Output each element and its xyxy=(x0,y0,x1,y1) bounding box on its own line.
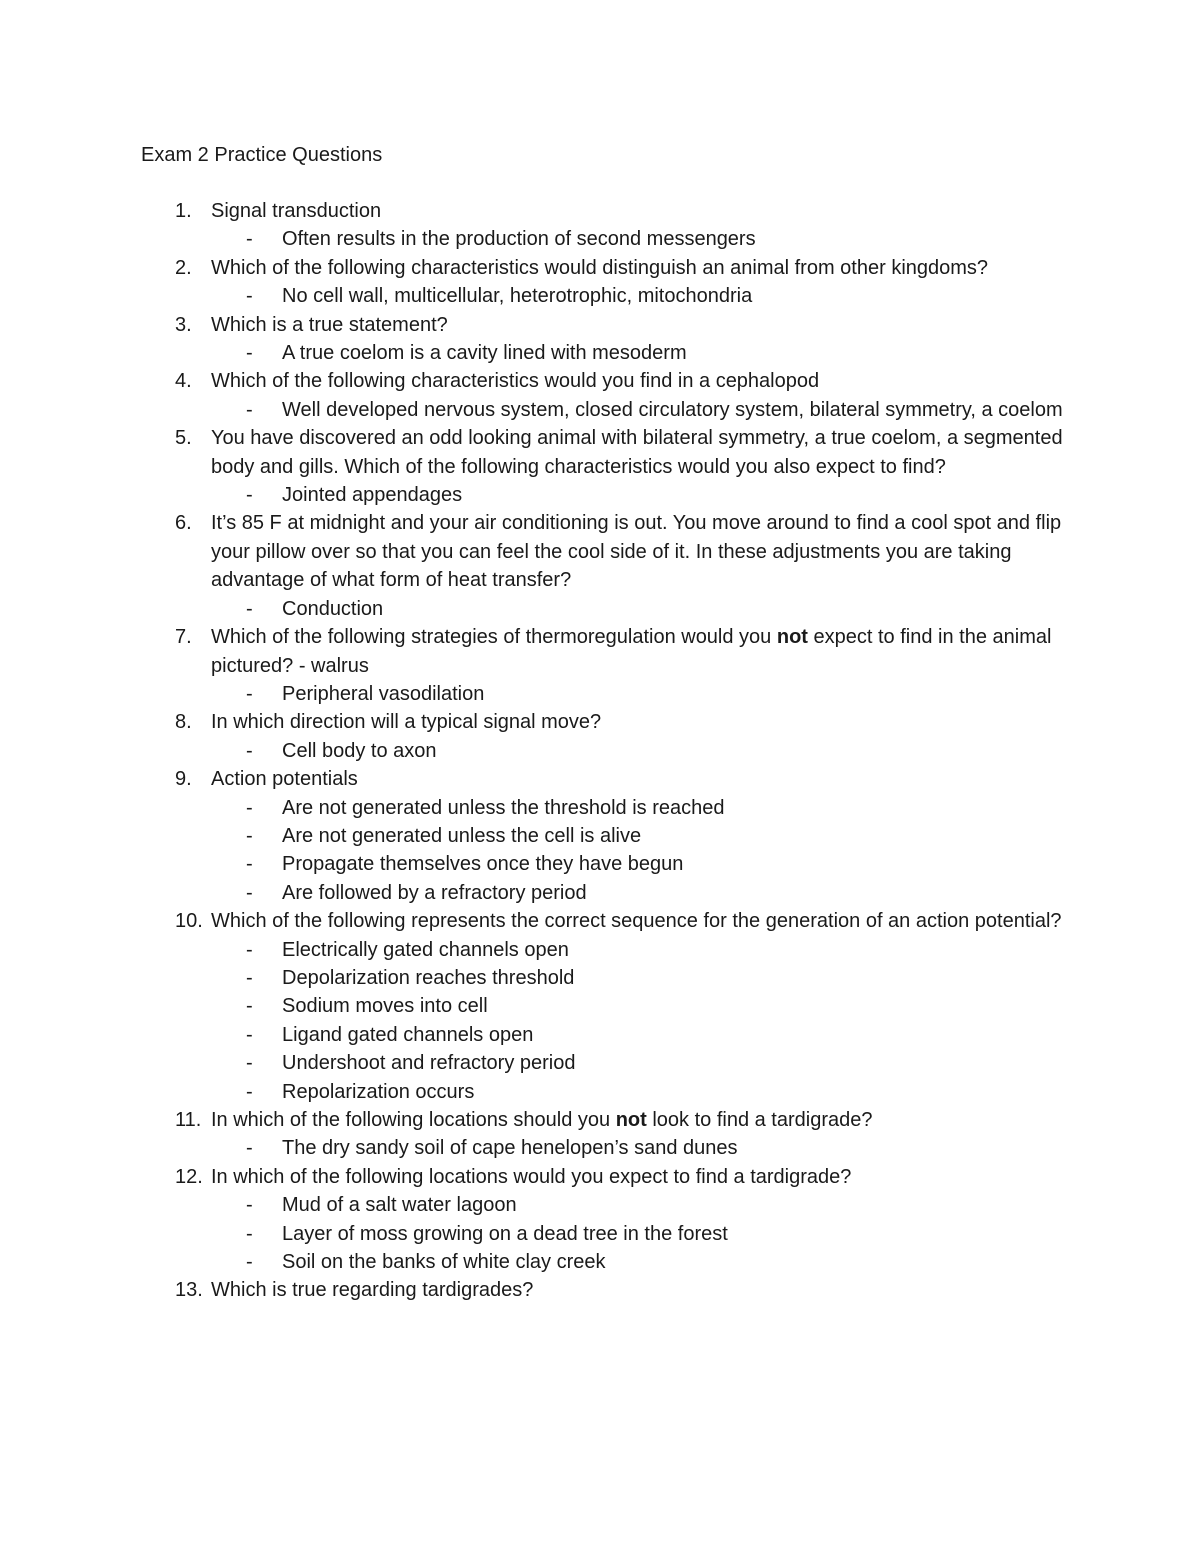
answer-text: Peripheral vasodilation xyxy=(282,682,485,705)
question-text xyxy=(211,708,1071,736)
question-text-part: Which of the following characteristics would distinguish an animal from other kingdoms? xyxy=(211,256,989,279)
dash-bullet: - xyxy=(246,853,253,876)
question-number: 8. xyxy=(175,711,192,734)
answer-item xyxy=(141,1134,1071,1162)
answer-text: Soil on the banks of white clay creek xyxy=(282,1251,606,1274)
question-text-part: You have discovered an odd looking animal with bilateral symmetry, a true coelom, a segmented body and gills. Which of the following characteristics would you also expect to find? xyxy=(211,427,1063,478)
question-text xyxy=(211,765,1071,793)
dash-bullet: - xyxy=(246,1137,253,1160)
question-number: 4. xyxy=(175,370,192,393)
question-item xyxy=(141,197,1071,225)
answer-text: Are not generated unless the cell is alive xyxy=(282,824,642,847)
answer-text: Mud of a salt water lagoon xyxy=(282,1194,517,1217)
question-number: 10. xyxy=(175,910,203,933)
question-text-part: Action potentials xyxy=(211,768,358,791)
question-text xyxy=(211,367,1071,395)
question-text-part: Which is true regarding tardigrades? xyxy=(211,1279,534,1302)
question-item xyxy=(141,623,1071,680)
question-text xyxy=(211,907,1071,935)
answer-item xyxy=(141,396,1071,424)
answer-item xyxy=(141,481,1071,509)
answer-text: Electrically gated channels open xyxy=(282,938,569,961)
answer-text: Depolarization reaches threshold xyxy=(282,966,575,989)
dash-bullet: - xyxy=(246,881,253,904)
answer-item xyxy=(141,879,1071,907)
question-text-part: It’s 85 F at midnight and your air conditioning is out. You move around to find a cool spot and flip your pillow over so that you can feel the cool side of it. In these adjustments you are taking advantage of what form of heat transfer? xyxy=(211,512,1062,592)
question-list xyxy=(141,197,1071,1305)
question-item xyxy=(141,765,1071,793)
question-item xyxy=(141,424,1071,481)
answer-item xyxy=(141,680,1071,708)
dash-bullet: - xyxy=(246,228,253,251)
answer-text: A true coelom is a cavity lined with mesoderm xyxy=(282,342,687,365)
question-text xyxy=(211,509,1071,594)
answer-item xyxy=(141,1078,1071,1106)
question-text-part: In which of the following locations would you expect to find a tardigrade? xyxy=(211,1165,852,1188)
dash-bullet: - xyxy=(246,1222,253,1245)
question-text xyxy=(211,1106,1071,1134)
answer-text: Cell body to axon xyxy=(282,739,437,762)
answer-text: Often results in the production of second messengers xyxy=(282,228,756,251)
question-text-part: look to find a tardigrade? xyxy=(646,1109,873,1131)
question-number: 11. xyxy=(175,1109,202,1131)
dash-bullet: - xyxy=(246,1194,253,1217)
question-text-part: expect to find in the animal pictured? - walrus xyxy=(211,626,1052,677)
answer-text: Jointed appendages xyxy=(282,484,463,507)
dash-bullet: - xyxy=(246,1080,253,1103)
question-number: 13. xyxy=(175,1279,203,1302)
answer-item xyxy=(141,1248,1071,1276)
answer-item xyxy=(141,225,1071,253)
question-text xyxy=(211,254,1071,282)
answer-text: Ligand gated channels open xyxy=(282,1023,534,1046)
question-text xyxy=(211,623,1071,680)
dash-bullet: - xyxy=(246,398,253,421)
dash-bullet: - xyxy=(246,966,253,989)
question-item xyxy=(141,1276,1071,1304)
dash-bullet: - xyxy=(246,739,253,762)
answer-item xyxy=(141,992,1071,1020)
emphasis-text: not xyxy=(776,626,808,649)
answer-item xyxy=(141,794,1071,822)
question-number: 7. xyxy=(175,626,192,649)
answer-item xyxy=(141,1191,1071,1219)
page-title: Exam 2 Practice Questions xyxy=(141,144,383,166)
answer-item xyxy=(141,964,1071,992)
question-item xyxy=(141,311,1071,339)
question-text xyxy=(211,1276,1071,1304)
question-item xyxy=(141,1106,1071,1134)
answer-item xyxy=(141,1220,1071,1248)
question-item xyxy=(141,1163,1071,1191)
answer-item xyxy=(141,339,1071,367)
question-number: 9. xyxy=(175,768,192,791)
question-text xyxy=(211,424,1071,481)
answer-text: Repolarization occurs xyxy=(282,1080,475,1103)
question-text-part: In which of the following locations should you xyxy=(211,1109,616,1131)
answer-text: Layer of moss growing on a dead tree in the forest xyxy=(282,1222,728,1245)
question-item xyxy=(141,907,1071,935)
answer-text: Well developed nervous system, closed circulatory system, bilateral symmetry, a coelom xyxy=(282,398,1063,421)
question-number: 5. xyxy=(175,427,192,450)
answer-item xyxy=(141,595,1071,623)
answer-item xyxy=(141,936,1071,964)
question-text-part: Which is a true statement? xyxy=(211,313,448,336)
question-text xyxy=(211,1163,1071,1191)
dash-bullet: - xyxy=(246,995,253,1018)
dash-bullet: - xyxy=(246,285,253,308)
question-item xyxy=(141,254,1071,282)
question-item xyxy=(141,708,1071,736)
answer-text: The dry sandy soil of cape henelopen’s sand dunes xyxy=(282,1137,738,1160)
dash-bullet: - xyxy=(246,824,253,847)
answer-text: Undershoot and refractory period xyxy=(282,1052,576,1075)
question-text-part: Which of the following strategies of thermoregulation would you xyxy=(211,626,777,649)
question-number: 6. xyxy=(175,512,192,535)
answer-text: Sodium moves into cell xyxy=(282,995,488,1018)
question-text-part: Signal transduction xyxy=(211,200,382,222)
answer-text: Are not generated unless the threshold is reached xyxy=(282,796,725,819)
answer-text: No cell wall, multicellular, heterotrophic, mitochondria xyxy=(282,285,753,308)
answer-item xyxy=(141,282,1071,310)
dash-bullet: - xyxy=(246,342,253,365)
answer-item xyxy=(141,850,1071,878)
answer-text: Conduction xyxy=(282,597,384,620)
dash-bullet: - xyxy=(246,938,253,961)
question-number: 12. xyxy=(175,1165,203,1188)
answer-text: Are followed by a refractory period xyxy=(282,881,587,904)
question-text xyxy=(211,311,1071,339)
dash-bullet: - xyxy=(246,1023,253,1046)
answer-item xyxy=(141,737,1071,765)
question-text-part: In which direction will a typical signal move? xyxy=(211,711,602,734)
answer-item xyxy=(141,1021,1071,1049)
dash-bullet: - xyxy=(246,484,253,507)
question-text-part: Which of the following characteristics would you find in a cephalopod xyxy=(211,370,820,393)
question-item xyxy=(141,367,1071,395)
question-text xyxy=(211,197,1071,225)
answer-item xyxy=(141,822,1071,850)
question-number: 1. xyxy=(175,200,192,222)
question-number: 2. xyxy=(175,256,192,279)
question-item xyxy=(141,509,1071,594)
answer-text: Propagate themselves once they have begun xyxy=(282,853,684,876)
dash-bullet: - xyxy=(246,682,253,705)
dash-bullet: - xyxy=(246,1052,253,1075)
question-text-part: Which of the following represents the correct sequence for the generation of an action potential? xyxy=(211,910,1062,933)
dash-bullet: - xyxy=(246,1251,253,1274)
dash-bullet: - xyxy=(246,796,253,819)
answer-item xyxy=(141,1049,1071,1077)
emphasis-text: not xyxy=(615,1109,647,1131)
question-number: 3. xyxy=(175,313,192,336)
dash-bullet: - xyxy=(246,597,253,620)
